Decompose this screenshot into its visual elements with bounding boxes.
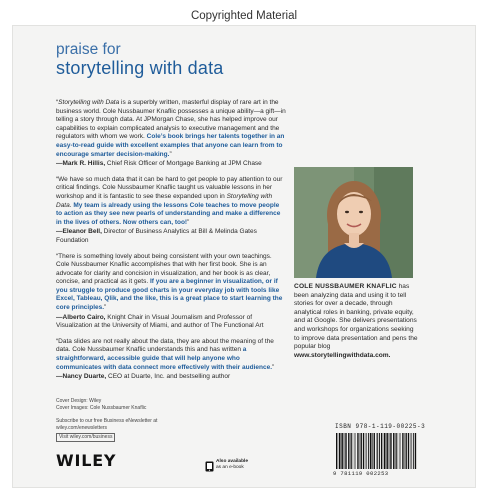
- quote-text: “: [56, 99, 59, 106]
- barcode-bar: [377, 433, 378, 469]
- isbn-label: ISBN 978-1-119-00225-3: [335, 423, 426, 430]
- barcode-bar: [345, 433, 346, 469]
- barcode-bar: [413, 433, 414, 469]
- quote-author: —Nancy Duarte,: [56, 373, 107, 381]
- barcode-bar: [336, 433, 337, 469]
- quote-text: ”: [272, 363, 275, 371]
- barcode-bar: [339, 433, 340, 469]
- newsletter-notice: [56, 418, 256, 431]
- barcode-bar: [408, 433, 409, 469]
- author-bio-text: has been analyzing data and using it to tell stories for over a decade, through analytical roles in banking, private equity, and at Google. She delivers presentations and workshops for organizations seeking to improve data presentation and pens the popular blog: [294, 283, 418, 351]
- author-blog-url[interactable]: www.storytellingwithdata.com.: [294, 351, 391, 359]
- praise-quote: [56, 99, 286, 169]
- praise-quotes: [56, 99, 286, 389]
- barcode-bar: [379, 433, 380, 469]
- barcode-bar: [370, 433, 371, 469]
- quote-text: is a superbly written, masterful display of rare art in the business world. Cole Nussbaumer Knaflic possesses a unique ability—a gift—in telling a story through data. At JPMorgan Chase, she has helped improve our capabilities to explain complicated analysis to executive management and the regulators with whom we work.: [56, 99, 286, 141]
- ebook-availability: [216, 459, 248, 471]
- ebook-icon: [205, 459, 214, 477]
- barcode-bar: [384, 433, 385, 469]
- praise-quote: [56, 338, 286, 382]
- quote-author-role: CEO at Duarte, Inc. and bestselling author: [106, 373, 231, 381]
- quote-text: Cole’s book brings her talents together in an easy-to-read guide with excellent examples that anyone can learn from to encourage smarter decision-making.: [56, 133, 285, 158]
- quote-author-role: Director of Business Analytics at Bill & Melinda Gates Foundation: [56, 228, 257, 244]
- barcode-bar: [342, 433, 343, 469]
- praise-quote: [56, 253, 286, 331]
- barcode-bar: [390, 433, 391, 469]
- quote-text: “Data slides are not really about the data, they are about the meaning of the data. Cole Nussbaumer Knaflic understands this and has written: [56, 337, 274, 354]
- barcode-bar: [372, 433, 373, 469]
- praise-heading-title: storytelling with data: [56, 58, 224, 78]
- quote-text: a straightforward, accessible guide that will help anyone who communicates with data connect more effectively with their audience.: [56, 346, 273, 371]
- quote-text: My team is already using the lessons Cole teaches to move people to action as they see new pearls of understanding and make a difference in the lives of others. Now others can, too!: [56, 201, 281, 226]
- cover-credits: [56, 398, 256, 411]
- barcode-bar: [405, 433, 406, 469]
- barcode-bar: [348, 433, 349, 469]
- barcode-bar: [374, 433, 375, 469]
- author-bio: [294, 283, 419, 360]
- publisher-logo: WILEY: [56, 451, 117, 470]
- barcode-bar: [402, 433, 403, 469]
- barcode-bar: [406, 433, 407, 469]
- visit-wiley-url[interactable]: Visit wiley.com/business: [56, 433, 115, 442]
- copyright-notice: Copyrighted Material: [190, 10, 298, 22]
- barcode-bar: [411, 433, 412, 469]
- ebook-line-1: Also available: [216, 459, 248, 464]
- barcode-bar: [381, 433, 382, 469]
- barcode-bar: [368, 433, 369, 469]
- quote-text: Storytelling with Data.: [56, 192, 273, 209]
- ebook-line-2: as an e-book: [216, 465, 244, 470]
- quote-author: —Eleanor Bell,: [56, 228, 102, 236]
- quote-text: ”: [169, 150, 172, 158]
- barcode-bar: [386, 433, 387, 469]
- author-photo: [294, 167, 413, 278]
- quote-author: —Mark R. Hillis,: [56, 160, 106, 168]
- newsletter-url[interactable]: wiley.com/enewsletters: [56, 424, 108, 431]
- quote-author-role: Knight Chair in Visual Journalism and Professor of Visualization at the University of Miami, and author of The Functional Art: [56, 313, 264, 330]
- barcode-bar: [387, 433, 388, 469]
- quote-text: If you are a beginner in visualization, or if you struggle to produce good charts in your everyday job with tools like Excel, Tableau, Qlik, and the like, this is a great place to start learning the core principles.: [56, 278, 283, 312]
- barcode-bar: [361, 433, 362, 469]
- barcode-bar: [363, 433, 364, 469]
- cover-images-credit: Cover Images: Cole Nussbaumer Knaflic: [56, 404, 147, 411]
- quote-attribution: [56, 373, 286, 382]
- barcode-bar: [415, 433, 416, 469]
- isbn-barcode: [335, 433, 417, 469]
- barcode-bar: [351, 433, 352, 469]
- quote-text: ”: [104, 304, 107, 312]
- barcode-bar: [393, 433, 394, 469]
- quote-text: ”: [187, 218, 190, 226]
- quote-attribution: [56, 228, 286, 245]
- quote-attribution: [56, 314, 286, 331]
- barcode-bar: [396, 433, 397, 469]
- barcode-bar: [341, 433, 342, 469]
- barcode-bar: [360, 433, 361, 469]
- barcode-bar: [366, 433, 367, 469]
- praise-heading-small: praise for: [56, 41, 121, 58]
- barcode-bar: [357, 433, 358, 469]
- cover-design-credit: Cover Design: Wiley: [56, 398, 102, 404]
- newsletter-line-1: Subscribe to our free Business eNewsletter at: [56, 418, 158, 424]
- quote-text: “We have so much data that it can be hard to get people to pay attention to our critical findings. Cole Nussbaumer Knaflic taught us valuable lessons in her workshop and it is fantastic to see these expanded upon in: [56, 175, 283, 200]
- quote-attribution: [56, 160, 286, 169]
- isbn-number: 9 781119 002253: [333, 470, 389, 477]
- quote-text: “There is something lovely about being consistent with your own teachings. Cole Nussbaumer Knaflic accomplishes that with her first book. She is an advocate for clarity and concision in visualization, and her book is as clear, concise, and practical as it gets.: [56, 252, 272, 286]
- praise-quote: [56, 176, 286, 246]
- author-name: COLE NUSSBAUMER KNAFLIC: [294, 283, 397, 290]
- quote-author: —Alberto Cairo,: [56, 313, 106, 321]
- quote-author-role: Chief Risk Officer of Mortgage Banking at JPM Chase: [105, 160, 262, 168]
- quote-text: Storytelling with Data: [58, 99, 120, 106]
